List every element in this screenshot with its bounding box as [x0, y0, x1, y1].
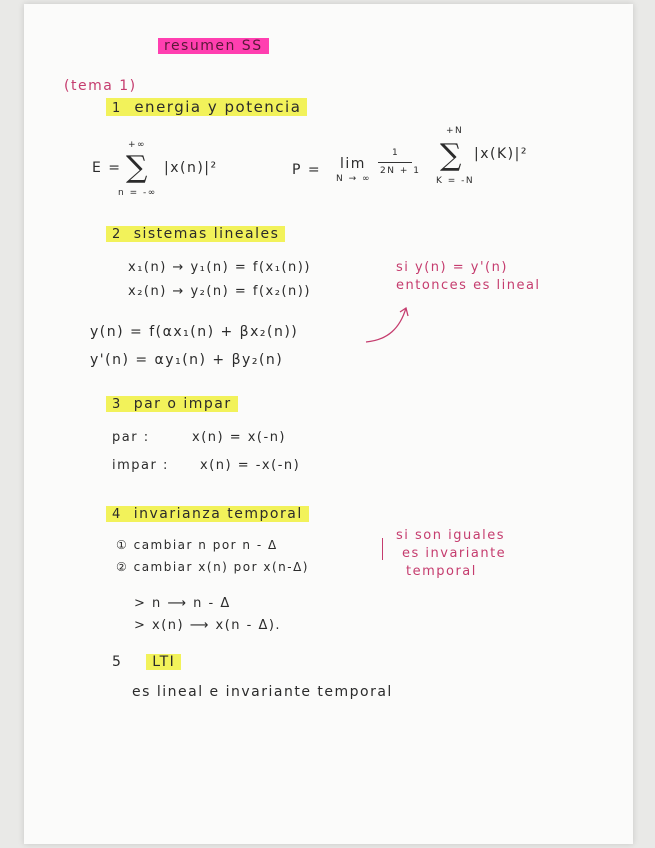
power-term: |x(K)|² — [474, 146, 528, 162]
impar-equation: x(n) = -x(-n) — [200, 458, 301, 473]
power-frac-num: 1 — [392, 148, 400, 158]
arrow-icon — [360, 300, 420, 348]
page-title: resumen SS — [158, 38, 269, 54]
heading-energia-potencia: 1 energia y potencia — [106, 98, 307, 116]
system-line-1: x₁(n) → y₁(n) = f(x₁(n)) — [128, 260, 311, 275]
system-line-2: x₂(n) → y₂(n) = f(x₂(n)) — [128, 284, 311, 299]
heading-par-impar: 3 par o impar — [106, 396, 238, 412]
energy-lhs: E = — [92, 160, 122, 176]
step-2: ② cambiar x(n) por x(n-Δ) — [116, 560, 309, 574]
sigma-symbol: ∑ — [440, 138, 463, 173]
heading-invarianza: 4 invarianza temporal — [106, 506, 309, 522]
linear-eq-1: y(n) = f(αx₁(n) + βx₂(n)) — [90, 324, 299, 340]
power-sum-upper: +N — [446, 126, 464, 136]
fraction-bar — [378, 162, 412, 163]
linear-note-2: entonces es lineal — [396, 278, 541, 293]
energy-sum-lower: n = -∞ — [118, 188, 157, 198]
power-sum-lower: K = -N — [436, 176, 475, 186]
linear-eq-2: y'(n) = αy₁(n) + βy₂(n) — [90, 352, 284, 368]
sigma-symbol: ∑ — [126, 150, 149, 185]
power-lim: lim — [340, 156, 366, 172]
linear-note-1: si y(n) = y'(n) — [396, 260, 508, 275]
heading-sistemas-lineales: 2 sistemas lineales — [106, 226, 285, 242]
par-label: par : — [112, 430, 150, 445]
result-line-2: > x(n) ⟶ x(n - Δ). — [134, 618, 282, 633]
section-label: (tema 1) — [64, 78, 137, 94]
power-lhs: P = — [292, 162, 322, 178]
bracket-line — [382, 538, 383, 560]
invariance-note-1: si son iguales — [396, 528, 506, 543]
impar-label: impar : — [112, 458, 169, 473]
invariance-note-3: temporal — [406, 564, 477, 579]
invariance-note-2: es invariante — [402, 546, 507, 561]
step-1: ① cambiar n por n - Δ — [116, 538, 278, 552]
par-equation: x(n) = x(-n) — [192, 430, 287, 445]
notebook-page — [24, 4, 633, 844]
energy-term: |x(n)|² — [164, 160, 218, 176]
energy-sum-upper: +∞ — [128, 140, 147, 150]
heading-lti: 5 LTI — [112, 654, 181, 670]
lti-description: es lineal e invariante temporal — [132, 684, 393, 700]
power-frac-den: 2N + 1 — [380, 166, 421, 176]
result-line-1: > n ⟶ n - Δ — [134, 596, 231, 611]
power-lim-sub: N → ∞ — [336, 174, 371, 184]
